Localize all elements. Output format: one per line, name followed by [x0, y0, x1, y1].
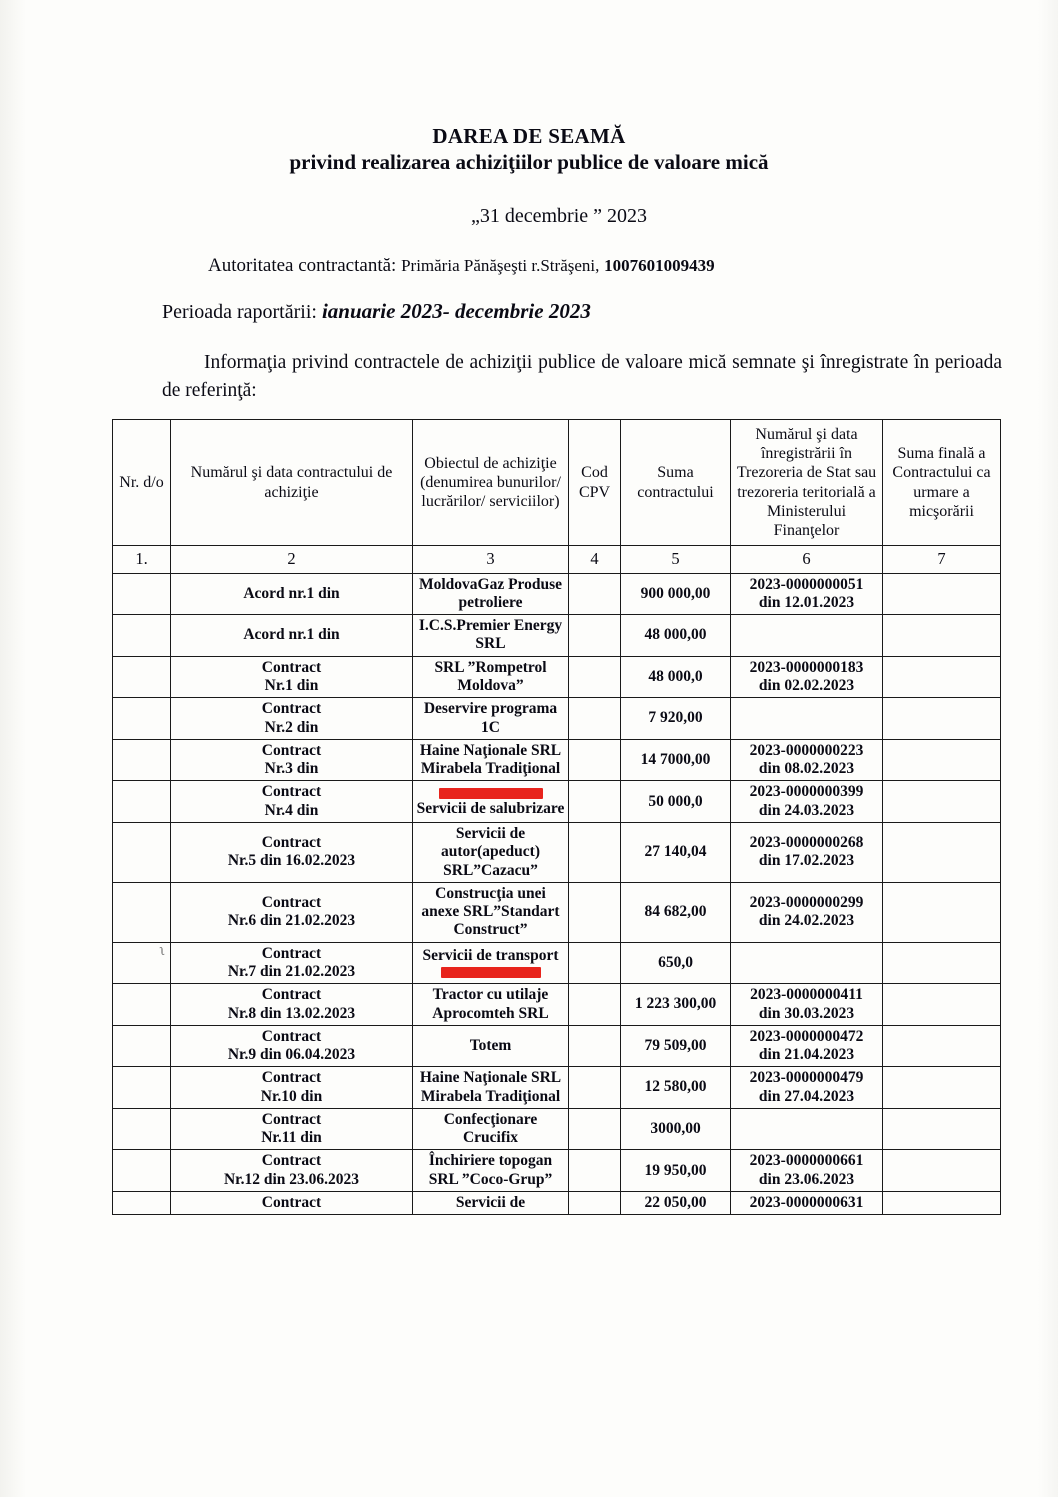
cell-object: Închiriere topogan SRL ”Coco-Grup” — [413, 1150, 569, 1192]
cell-nr — [113, 822, 171, 882]
cell-nr — [113, 781, 171, 823]
cell-object: MoldovaGaz Produse petroliere — [413, 573, 569, 615]
cell-treasury: 2023-0000000183 din 02.02.2023 — [731, 656, 883, 698]
table-row — [113, 615, 1001, 657]
table-row — [113, 822, 1001, 882]
table-row — [113, 1067, 1001, 1109]
table-row — [113, 656, 1001, 698]
header-cpv: Cod CPV — [569, 420, 621, 546]
cell-final-sum — [883, 882, 1001, 942]
period-value: ianuarie 2023- decembrie 2023 — [321, 299, 591, 323]
cell-amount: 50 000,0 — [621, 781, 731, 823]
cell-amount: 22 050,00 — [621, 1192, 731, 1215]
table-row — [113, 1108, 1001, 1150]
colnum-3: 3 — [413, 546, 569, 573]
table-row — [113, 1150, 1001, 1192]
cell-final-sum — [883, 1067, 1001, 1109]
cell-amount: 3000,00 — [621, 1108, 731, 1150]
header-nr: Nr. d/o — [113, 420, 171, 546]
cell-amount: 19 950,00 — [621, 1150, 731, 1192]
colnum-4: 4 — [569, 546, 621, 573]
authority-idno: 1007601009439 — [604, 256, 715, 275]
cell-final-sum — [883, 1150, 1001, 1192]
cell-object: Construcţia unei anexe SRL”Standart Construct” — [413, 882, 569, 942]
cell-treasury: 2023-0000000051 din 12.01.2023 — [731, 573, 883, 615]
table-header — [113, 420, 1001, 546]
cell-amount: 79 509,00 — [621, 1025, 731, 1067]
cell-cpv — [569, 1067, 621, 1109]
cell-object: Confecţionare Crucifix — [413, 1108, 569, 1150]
cell-final-sum — [883, 1192, 1001, 1215]
table-row — [113, 1192, 1001, 1215]
contracts-table — [112, 419, 1001, 1215]
cell-nr — [113, 739, 171, 781]
cell-final-sum — [883, 739, 1001, 781]
cell-nr — [113, 1108, 171, 1150]
cell-cpv — [569, 882, 621, 942]
cell-cpv — [569, 573, 621, 615]
redaction-bar — [441, 967, 541, 978]
contracting-authority-line — [208, 255, 715, 277]
cell-object: Haine Naţionale SRL Mirabela Tradiţional — [413, 739, 569, 781]
colnum-7: 7 — [883, 546, 1001, 573]
cell-object: Deservire programa 1C — [413, 698, 569, 740]
colnum-5: 5 — [621, 546, 731, 573]
cell-final-sum — [883, 1025, 1001, 1067]
cell-treasury: 2023-0000000411 din 30.03.2023 — [731, 984, 883, 1026]
cell-cpv — [569, 1108, 621, 1150]
cell-contract: Contract Nr.6 din 21.02.2023 — [171, 882, 413, 942]
cell-contract: Contract Nr.3 din — [171, 739, 413, 781]
cell-treasury — [731, 1108, 883, 1150]
cell-cpv — [569, 656, 621, 698]
cell-nr — [113, 1025, 171, 1067]
cell-cpv — [569, 984, 621, 1026]
intro-paragraph: Informaţia privind contractele de achiziţii publice de valoare mică semnate şi înregistrate în perioada de referinţă: — [162, 352, 1002, 401]
colnum-1: 1. — [113, 546, 171, 573]
reporting-period-line — [162, 299, 591, 324]
cell-nr — [113, 984, 171, 1026]
cell-nr — [113, 573, 171, 615]
table-header-row — [113, 420, 1001, 546]
cell-contract: Acord nr.1 din — [171, 573, 413, 615]
cell-contract: Contract Nr.11 din — [171, 1108, 413, 1150]
cell-final-sum — [883, 1108, 1001, 1150]
cell-amount: 650,0 — [621, 942, 731, 984]
cell-cpv — [569, 1192, 621, 1215]
cell-contract: Contract Nr.7 din 21.02.2023 — [171, 942, 413, 984]
cell-object: Servicii de — [413, 1192, 569, 1215]
cell-amount: 48 000,00 — [621, 615, 731, 657]
header-treasury-registration: Numărul şi data înregistrării în Trezoreria de Stat sau trezoreria teritorială a Ministerului Finanţelor — [731, 420, 883, 546]
cell-contract: Acord nr.1 din — [171, 615, 413, 657]
cell-contract: Contract Nr.9 din 06.04.2023 — [171, 1025, 413, 1067]
cell-treasury: 2023-0000000472 din 21.04.2023 — [731, 1025, 883, 1067]
cell-nr — [113, 1192, 171, 1215]
cell-final-sum — [883, 698, 1001, 740]
cell-amount: 48 000,0 — [621, 656, 731, 698]
cell-amount: 12 580,00 — [621, 1067, 731, 1109]
cell-amount: 1 223 300,00 — [621, 984, 731, 1026]
cell-cpv — [569, 942, 621, 984]
colnum-2: 2 — [171, 546, 413, 573]
cell-nr — [113, 882, 171, 942]
cell-contract: Contract Nr.4 din — [171, 781, 413, 823]
colnum-6: 6 — [731, 546, 883, 573]
cell-nr — [113, 698, 171, 740]
cell-treasury: 2023-0000000631 — [731, 1192, 883, 1215]
report-date: „31 decembrie ” 2023 — [470, 205, 648, 227]
cell-final-sum — [883, 656, 1001, 698]
table-row — [113, 781, 1001, 823]
cell-final-sum — [883, 615, 1001, 657]
cell-treasury: 2023-0000000299 din 24.02.2023 — [731, 882, 883, 942]
cell-amount: 14 7000,00 — [621, 739, 731, 781]
cell-final-sum — [883, 984, 1001, 1026]
cell-cpv — [569, 1025, 621, 1067]
cell-object: Servicii de autor(apeduct) SRL”Cazacu” — [413, 822, 569, 882]
cell-object: SRL ”Rompetrol Moldova” — [413, 656, 569, 698]
table-row — [113, 984, 1001, 1026]
table-row — [113, 573, 1001, 615]
cell-treasury: 2023-0000000661 din 23.06.2023 — [731, 1150, 883, 1192]
cell-nr — [113, 1067, 171, 1109]
cell-contract: Contract Nr.5 din 16.02.2023 — [171, 822, 413, 882]
authority-label: Autoritatea contractantă: — [208, 255, 397, 276]
cell-final-sum — [883, 573, 1001, 615]
cell-contract: Contract Nr.2 din — [171, 698, 413, 740]
cell-object: Haine Naţionale SRL Mirabela Tradiţional — [413, 1067, 569, 1109]
cell-final-sum — [883, 781, 1001, 823]
cell-treasury: 2023-0000000223 din 08.02.2023 — [731, 739, 883, 781]
cell-object: Servicii de salubrizare — [413, 781, 569, 823]
cell-final-sum — [883, 822, 1001, 882]
cell-cpv — [569, 698, 621, 740]
page-subtitle: privind realizarea achiziţiilor publice de valoare mică — [289, 150, 769, 174]
cell-amount: 27 140,04 — [621, 822, 731, 882]
header-contract-number-date: Numărul şi data contractului de achiziţie — [171, 420, 413, 546]
cell-cpv — [569, 822, 621, 882]
cell-treasury — [731, 942, 883, 984]
cell-cpv — [569, 615, 621, 657]
cell-object: Tractor cu utilaje Aprocomteh SRL — [413, 984, 569, 1026]
cell-contract: Contract Nr.8 din 13.02.2023 — [171, 984, 413, 1026]
header-contract-sum: Suma contractului — [621, 420, 731, 546]
handwritten-mark: ʅ — [160, 944, 166, 958]
cell-object: I.C.S.Premier Energy SRL — [413, 615, 569, 657]
cell-treasury — [731, 698, 883, 740]
cell-cpv — [569, 739, 621, 781]
cell-nr — [113, 1150, 171, 1192]
cell-contract: Contract Nr.1 din — [171, 656, 413, 698]
cell-nr — [113, 656, 171, 698]
table-row — [113, 1025, 1001, 1067]
cell-nr — [113, 615, 171, 657]
table-body — [113, 546, 1001, 1215]
cell-final-sum — [883, 942, 1001, 984]
table-row — [113, 739, 1001, 781]
table-row — [113, 698, 1001, 740]
cell-treasury: 2023-0000000399 din 24.03.2023 — [731, 781, 883, 823]
redaction-bar — [439, 788, 543, 799]
cell-object: Totem — [413, 1025, 569, 1067]
cell-cpv — [569, 1150, 621, 1192]
cell-treasury — [731, 615, 883, 657]
header-object: Obiectul de achiziţie (denumirea bunurilor/ lucrărilor/ serviciilor) — [413, 420, 569, 546]
table-row — [113, 882, 1001, 942]
page-title: DAREA DE SEAMĂ — [432, 124, 626, 148]
cell-contract: Contract Nr.12 din 23.06.2023 — [171, 1150, 413, 1192]
cell-treasury: 2023-0000000479 din 27.04.2023 — [731, 1067, 883, 1109]
cell-nr — [113, 942, 171, 984]
authority-name: Primăria Pănăşeşti r.Străşeni, — [401, 256, 600, 275]
cell-contract: Contract — [171, 1192, 413, 1215]
period-label: Perioada raportării: — [162, 301, 317, 323]
cell-treasury: 2023-0000000268 din 17.02.2023 — [731, 822, 883, 882]
cell-cpv — [569, 781, 621, 823]
header-final-sum: Suma finală a Contractului ca urmare a micşorării — [883, 420, 1001, 546]
table-row — [113, 942, 1001, 984]
cell-amount: 7 920,00 — [621, 698, 731, 740]
column-number-row — [113, 546, 1001, 573]
cell-object: Servicii de transport — [413, 942, 569, 984]
cell-amount: 900 000,00 — [621, 573, 731, 615]
cell-amount: 84 682,00 — [621, 882, 731, 942]
cell-contract: Contract Nr.10 din — [171, 1067, 413, 1109]
